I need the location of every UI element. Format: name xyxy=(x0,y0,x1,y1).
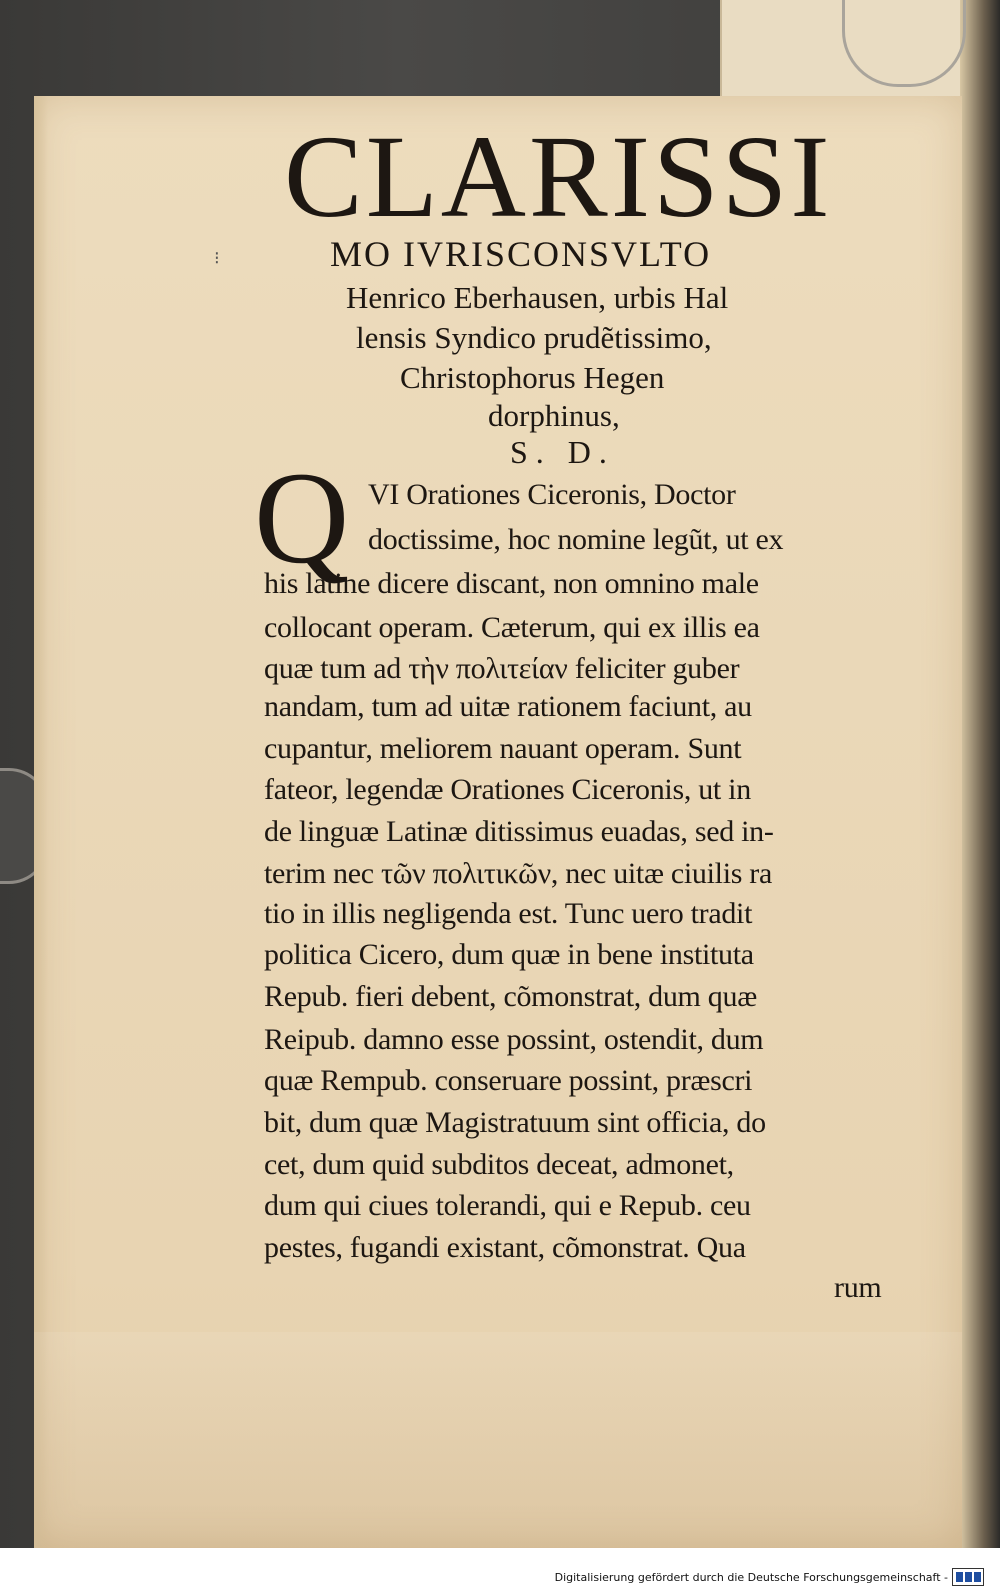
body-line: pestes, fugandi existant, cõmonstrat. Qua xyxy=(264,1231,746,1264)
body-line: politica Cicero, dum quæ in bene instituta xyxy=(264,938,754,971)
body-line: dum qui ciues tolerandi, qui e Repub. ceu xyxy=(264,1189,751,1222)
dfg-logo-block xyxy=(956,1572,963,1582)
body-line: Reipub. damno esse possint, ostendit, dum xyxy=(264,1023,764,1056)
drop-cap-letter: Q xyxy=(254,444,350,591)
body-line: his latine dicere discant, non omnino male xyxy=(264,567,759,600)
page-title: CLARISSI xyxy=(284,111,833,242)
page-fold xyxy=(34,96,48,1548)
salutation: S. D. xyxy=(510,434,615,470)
body-line: quæ tum ad τὴν πολιτείαν feliciter guber xyxy=(264,652,740,685)
body-line: cet, dum quid subditos deceat, admonet, xyxy=(264,1148,734,1181)
body-line: Repub. fieri debent, cõmonstrat, dum quæ xyxy=(264,980,757,1013)
body-line: quæ Rempub. conseruare possint, præscri xyxy=(264,1064,753,1097)
body-line: collocant operam. Cæterum, qui ex illis ea xyxy=(264,611,760,644)
dfg-logo-block xyxy=(965,1572,972,1582)
body-line: tio in illis negligenda est. Tunc uero tradit xyxy=(264,897,753,930)
body-line: nandam, tum ad uitæ rationem faciunt, au xyxy=(264,690,752,723)
address-line: dorphinus, xyxy=(488,398,620,433)
dfg-logo xyxy=(952,1568,984,1586)
body-line: de linguæ Latinæ ditissimus euadas, sed in- xyxy=(264,815,774,848)
body-line: doctissime, hoc nomine legũt, ut ex xyxy=(368,523,784,556)
page-subtitle: MO IVRISCONSVLTO xyxy=(330,234,712,274)
address-line: Christophorus Hegen xyxy=(400,360,665,395)
catchword: rum xyxy=(834,1271,882,1304)
page-edge-shadow xyxy=(960,0,1000,1548)
footer-credit: Digitalisierung gefördert durch die Deutsche Forschungsgemeinschaft - xyxy=(554,1571,948,1584)
address-line: lensis Syndico prudẽtissimo, xyxy=(356,320,712,355)
margin-mark: ⁝ xyxy=(214,248,220,268)
page-bottom-margin xyxy=(34,1332,962,1548)
body-line: cupantur, meliorem nauant operam. Sunt xyxy=(264,732,742,765)
body-line: terim nec τῶν πολιτικῶν, nec uitæ ciuilis ra xyxy=(264,857,773,890)
address-line: Henrico Eberhausen, urbis Hal xyxy=(346,280,729,315)
body-line: VI Orationes Ciceronis, Doctor xyxy=(368,478,736,511)
body-line: bit, dum quæ Magistratuum sint officia, do xyxy=(264,1106,766,1139)
body-line: fateor, legendæ Orationes Ciceronis, ut in xyxy=(264,773,751,806)
dfg-logo-block xyxy=(974,1572,981,1582)
